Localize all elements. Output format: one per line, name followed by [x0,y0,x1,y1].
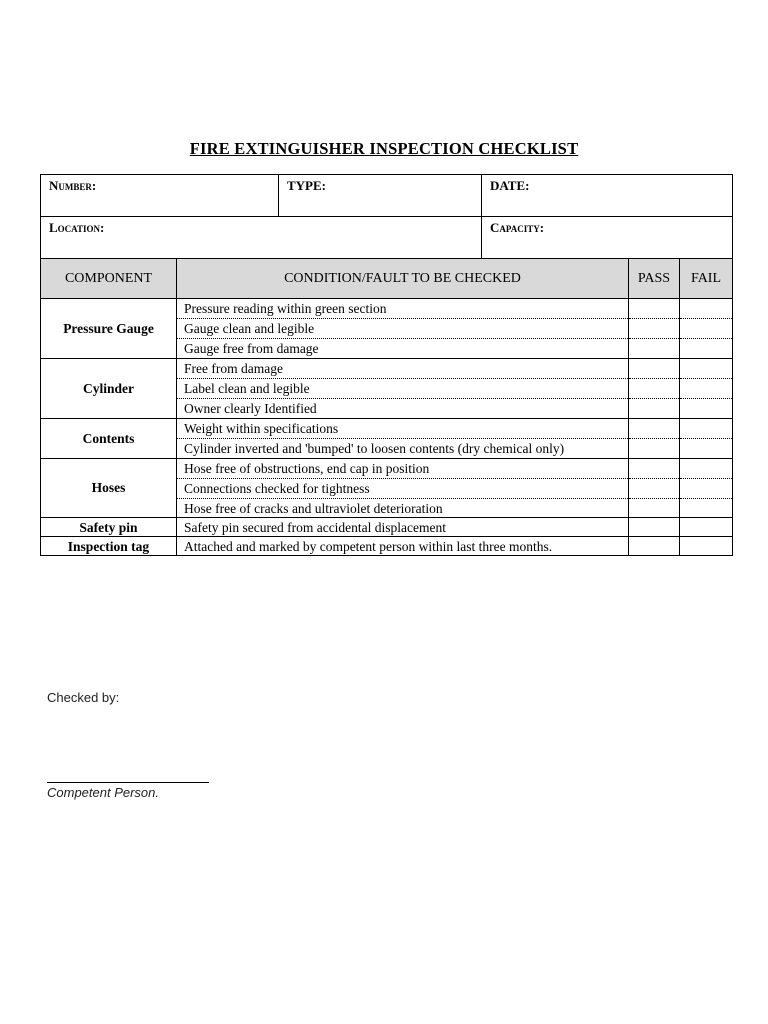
fail-checkbox[interactable] [680,319,733,339]
pass-checkbox[interactable] [629,399,680,419]
date-field[interactable] [482,175,733,217]
capacity-label: Capacity: [490,220,545,235]
condition-cell: Hose free of obstructions, end cap in position [177,459,629,479]
condition-cell: Weight within specifications [177,419,629,439]
component-safety-pin: Safety pin [41,518,177,537]
fail-checkbox[interactable] [680,459,733,479]
fail-checkbox[interactable] [680,439,733,459]
condition-cell: Safety pin secured from accidental displacement [177,518,629,537]
capacity-field[interactable] [482,217,733,259]
pass-checkbox[interactable] [629,499,680,518]
condition-cell: Attached and marked by competent person within last three months. [177,537,629,556]
header-fail: FAIL [680,259,733,299]
table-row [41,537,733,556]
pass-checkbox[interactable] [629,359,680,379]
condition-cell: Cylinder inverted and 'bumped' to loosen contents (dry chemical only) [177,439,629,459]
table-row [41,359,733,379]
document-title: FIRE EXTINGUISHER INSPECTION CHECKLIST [189,139,579,158]
competent-person-label: Competent Person. [47,785,160,800]
pass-checkbox[interactable] [629,518,680,537]
table-row [41,518,733,537]
component-hoses: Hoses [41,459,177,518]
pass-checkbox[interactable] [629,339,680,359]
location-label: Location: [49,220,105,235]
header-pass: PASS [629,259,680,299]
pass-checkbox[interactable] [629,379,680,399]
pass-checkbox[interactable] [629,419,680,439]
header-condition: CONDITION/FAULT TO BE CHECKED [177,259,629,299]
component-contents: Contents [41,419,177,459]
number-field[interactable] [41,175,279,217]
condition-cell: Gauge clean and legible [177,319,629,339]
pass-checkbox[interactable] [629,439,680,459]
condition-cell: Free from damage [177,359,629,379]
fail-checkbox[interactable] [680,359,733,379]
fail-checkbox[interactable] [680,537,733,556]
checklist-table [40,258,733,556]
pass-checkbox[interactable] [629,479,680,499]
condition-cell: Hose free of cracks and ultraviolet deterioration [177,499,629,518]
date-label: DATE: [490,178,530,193]
fail-checkbox[interactable] [680,339,733,359]
fail-checkbox[interactable] [680,479,733,499]
checked-by-label: Checked by: [47,690,120,705]
fail-checkbox[interactable] [680,499,733,518]
fail-checkbox[interactable] [680,379,733,399]
extinguisher-info-table [40,174,733,259]
fail-checkbox[interactable] [680,518,733,537]
condition-cell: Owner clearly Identified [177,399,629,419]
type-field[interactable] [279,175,482,217]
condition-cell: Label clean and legible [177,379,629,399]
table-row [41,419,733,439]
fail-checkbox[interactable] [680,299,733,319]
location-field[interactable] [41,217,482,259]
table-row [41,459,733,479]
pass-checkbox[interactable] [629,319,680,339]
number-label: Number: [49,178,97,193]
header-component: COMPONENT [41,259,177,299]
signature-line[interactable] [47,782,209,783]
fail-checkbox[interactable] [680,419,733,439]
component-inspection-tag: Inspection tag [41,537,177,556]
table-row [41,299,733,319]
type-label: TYPE: [287,178,326,193]
condition-cell: Gauge free from damage [177,339,629,359]
fail-checkbox[interactable] [680,399,733,419]
pass-checkbox[interactable] [629,459,680,479]
component-cylinder: Cylinder [41,359,177,419]
pass-checkbox[interactable] [629,537,680,556]
component-pressure-gauge: Pressure Gauge [41,299,177,359]
condition-cell: Pressure reading within green section [177,299,629,319]
pass-checkbox[interactable] [629,299,680,319]
condition-cell: Connections checked for tightness [177,479,629,499]
